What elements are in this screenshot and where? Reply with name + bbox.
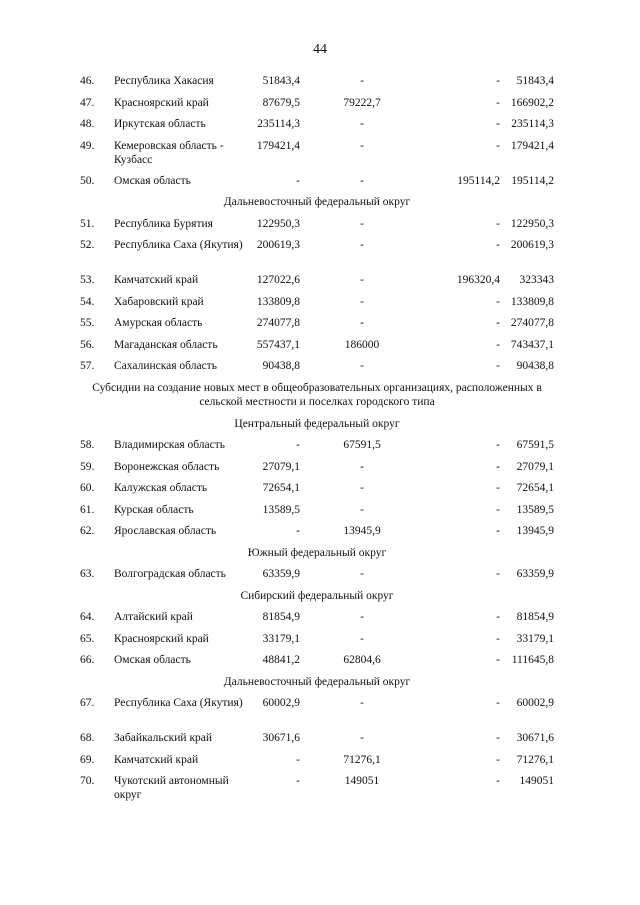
table-row	[80, 338, 560, 360]
table-row	[80, 653, 560, 675]
value-col-2: -	[360, 317, 364, 329]
value-col-2: -	[360, 632, 364, 645]
total-value: 72654,1	[516, 482, 554, 494]
value-col-1: 72654,1	[262, 482, 300, 494]
table-row	[80, 359, 560, 381]
row-number: 69.	[80, 753, 95, 766]
total-value: 743437,1	[510, 338, 554, 351]
region-name: Сахалинская область	[114, 360, 217, 372]
row-number: 49.	[80, 139, 95, 152]
value-col-1: 87679,5	[262, 96, 300, 109]
table-row	[80, 74, 560, 96]
value-col-3: -	[496, 295, 500, 308]
region-name: Камчатский край	[114, 753, 199, 766]
table-row	[80, 273, 560, 295]
value-col-1: 274077,8	[256, 317, 300, 329]
total-value: 122950,3	[510, 217, 554, 230]
total-value: 179421,4	[510, 139, 554, 152]
value-col-2: -	[360, 118, 364, 130]
value-col-2: -	[360, 460, 364, 473]
region-name: Красноярский край	[114, 632, 209, 645]
total-value: 195114,2	[511, 174, 554, 187]
table-row	[80, 567, 560, 589]
value-col-1: -	[296, 439, 300, 451]
value-col-1: 33179,1	[262, 632, 300, 645]
table-row	[80, 753, 560, 775]
total-value: 81854,9	[516, 611, 554, 623]
row-number: 55.	[80, 317, 95, 329]
region-name: Алтайский край	[114, 611, 193, 623]
region-name: Республика Саха (Якутия)	[114, 239, 243, 251]
region-name: Республика Хакасия	[114, 75, 214, 87]
total-value: 33179,1	[516, 632, 554, 645]
section-heading: Субсидии на создание новых мест в общеобразовательных организациях, расположенных в сельской местности и поселках городского типа	[92, 381, 542, 408]
row-number: 67.	[80, 697, 95, 709]
region-name: Камчатский край	[114, 274, 199, 286]
value-col-3: -	[496, 697, 500, 709]
table-row	[80, 295, 560, 317]
value-col-1: 81854,9	[262, 611, 300, 623]
total-value: 200619,3	[510, 239, 554, 251]
value-col-2: -	[360, 482, 364, 494]
value-col-1: 51843,4	[262, 75, 300, 87]
value-col-1: 235114,3	[257, 118, 300, 130]
total-value: 149051	[519, 775, 554, 787]
value-col-3: -	[496, 775, 500, 787]
value-col-3: -	[496, 338, 500, 351]
region-name: Воронежская область	[114, 460, 220, 473]
region-name: Кемеровская область - Кузбасс	[114, 139, 224, 166]
value-col-2: -	[360, 217, 364, 230]
table-row	[80, 610, 560, 632]
row-number: 63.	[80, 568, 95, 580]
row-number: 47.	[80, 96, 95, 109]
value-col-2: -	[360, 75, 364, 87]
value-col-2: -	[360, 239, 364, 251]
region-name: Владимирская область	[114, 439, 226, 451]
region-name: Ярославская область	[114, 525, 217, 537]
value-col-2: 67591,5	[343, 439, 381, 451]
total-value: 323343	[519, 274, 554, 286]
region-name: Курская область	[114, 503, 194, 516]
row-number: 54.	[80, 295, 95, 308]
value-col-3: -	[496, 503, 500, 516]
row-number: 51.	[80, 217, 95, 230]
table-row	[80, 524, 560, 546]
row-number: 66.	[80, 654, 95, 666]
value-col-1: 30671,6	[262, 732, 300, 744]
value-col-3: -	[496, 632, 500, 645]
table-row	[80, 503, 560, 525]
value-col-3: -	[496, 753, 500, 766]
section-heading: Центральный федеральный округ	[234, 417, 400, 430]
table-row	[80, 731, 560, 753]
total-value: 235114,3	[511, 118, 554, 130]
value-col-1: 13589,5	[262, 503, 300, 516]
value-col-1: 179421,4	[256, 139, 300, 152]
row-number: 53.	[80, 274, 95, 286]
total-value: 51843,4	[516, 75, 554, 87]
region-name: Иркутская область	[114, 118, 206, 130]
region-name: Республика Бурятия	[114, 217, 213, 230]
table-row	[80, 139, 560, 174]
value-col-1: 48841,2	[262, 654, 300, 666]
region-name: Омская область	[114, 654, 191, 666]
total-value: 13945,9	[516, 525, 554, 537]
row-number: 58.	[80, 439, 95, 451]
table-row	[80, 174, 560, 196]
value-col-1: 133809,8	[256, 295, 300, 308]
table-row	[80, 460, 560, 482]
total-value: 111645,8	[511, 654, 554, 666]
total-value: 30671,6	[516, 732, 554, 744]
value-col-1: 122950,3	[256, 217, 300, 230]
value-col-1: -	[296, 174, 300, 187]
value-col-3: -	[496, 360, 500, 372]
value-col-3: -	[496, 611, 500, 623]
value-col-3: -	[496, 96, 500, 109]
value-col-2: -	[360, 568, 364, 580]
value-col-3: 196320,4	[456, 274, 500, 286]
value-col-3: -	[496, 732, 500, 744]
region-name: Республика Саха (Якутия)	[114, 697, 243, 709]
value-col-1: 557437,1	[256, 338, 300, 351]
section-heading: Дальневосточный федеральный округ	[223, 196, 411, 208]
value-col-3: -	[496, 75, 500, 87]
section-heading: Сибирский федеральный округ	[240, 589, 394, 602]
value-col-3: 195114,2	[457, 174, 500, 187]
table-row	[80, 316, 560, 338]
region-name: Омская область	[114, 174, 191, 187]
table-row	[80, 238, 560, 273]
value-col-2: 71276,1	[343, 753, 381, 766]
table-row	[80, 481, 560, 503]
total-value: 90438,8	[516, 360, 554, 372]
region-name: Магаданская область	[114, 338, 218, 351]
row-number: 65.	[80, 632, 95, 645]
region-name: Забайкальский край	[114, 732, 213, 744]
row-number: 62.	[80, 525, 95, 537]
total-value: 27079,1	[516, 460, 554, 473]
region-name: Красноярский край	[114, 96, 209, 109]
row-number: 57.	[80, 360, 95, 372]
total-value: 133809,8	[510, 295, 554, 308]
row-number: 52.	[80, 239, 95, 251]
row-number: 46.	[80, 75, 95, 87]
section-heading: Дальневосточный федеральный округ	[223, 675, 411, 688]
value-col-2: -	[360, 503, 364, 516]
value-col-3: -	[496, 317, 500, 329]
row-number: 60.	[80, 482, 95, 494]
value-col-3: -	[496, 460, 500, 473]
value-col-2: 79222,7	[343, 96, 381, 109]
section-heading: Южный федеральный округ	[247, 546, 387, 559]
value-col-1: 27079,1	[262, 460, 300, 473]
total-value: 71276,1	[516, 753, 554, 766]
value-col-1: 127022,6	[256, 274, 300, 286]
value-col-3: -	[496, 568, 500, 580]
row-number: 59.	[80, 460, 95, 473]
region-name: Хабаровский край	[114, 295, 204, 308]
value-col-3: -	[496, 439, 500, 451]
row-number: 48.	[80, 118, 95, 130]
total-value: 63359,9	[516, 568, 554, 580]
subsidy-table	[80, 74, 560, 809]
table-row	[80, 217, 560, 239]
value-col-3: -	[496, 654, 500, 666]
total-value: 60002,9	[516, 697, 554, 709]
table-row	[80, 696, 560, 731]
value-col-3: -	[496, 482, 500, 494]
value-col-2: -	[360, 697, 364, 709]
total-value: 13589,5	[516, 503, 554, 516]
total-value: 67591,5	[516, 439, 554, 451]
value-col-3: -	[496, 217, 500, 230]
table-row	[80, 774, 560, 809]
value-col-2: -	[360, 611, 364, 623]
value-col-1: 200619,3	[256, 239, 300, 251]
value-col-2: -	[360, 360, 364, 372]
value-col-1: 63359,9	[262, 568, 300, 580]
region-name: Калужская область	[114, 482, 208, 494]
value-col-1: -	[296, 775, 300, 787]
region-name: Чукотский автономный округ	[114, 775, 229, 801]
value-col-2: -	[360, 174, 364, 187]
value-col-2: 186000	[344, 338, 380, 351]
value-col-2: 149051	[344, 775, 380, 787]
row-number: 61.	[80, 503, 95, 516]
value-col-1: -	[296, 753, 300, 766]
region-name: Волгоградская область	[114, 568, 226, 580]
row-number: 68.	[80, 732, 95, 744]
value-col-1: 90438,8	[262, 360, 300, 372]
value-col-2: 13945,9	[343, 525, 381, 537]
table-row	[80, 438, 560, 460]
total-value: 274077,8	[510, 317, 554, 329]
value-col-3: -	[496, 139, 500, 152]
table-row	[80, 632, 560, 654]
value-col-2: -	[360, 295, 364, 308]
table-row	[80, 117, 560, 139]
row-number: 64.	[80, 611, 95, 623]
value-col-1: -	[296, 525, 300, 537]
row-number: 50.	[80, 174, 95, 187]
value-col-3: -	[496, 118, 500, 130]
value-col-3: -	[496, 239, 500, 251]
value-col-2: -	[360, 732, 364, 744]
total-value: 166902,2	[510, 96, 554, 109]
value-col-2: -	[360, 274, 364, 286]
value-col-2: 62804,6	[343, 654, 381, 666]
row-number: 56.	[80, 338, 95, 351]
table-row	[80, 96, 560, 118]
value-col-3: -	[496, 525, 500, 537]
row-number: 70.	[80, 775, 95, 787]
page-number: 44	[313, 42, 327, 57]
value-col-1: 60002,9	[262, 697, 300, 709]
region-name: Амурская область	[114, 317, 203, 329]
value-col-2: -	[360, 139, 364, 152]
